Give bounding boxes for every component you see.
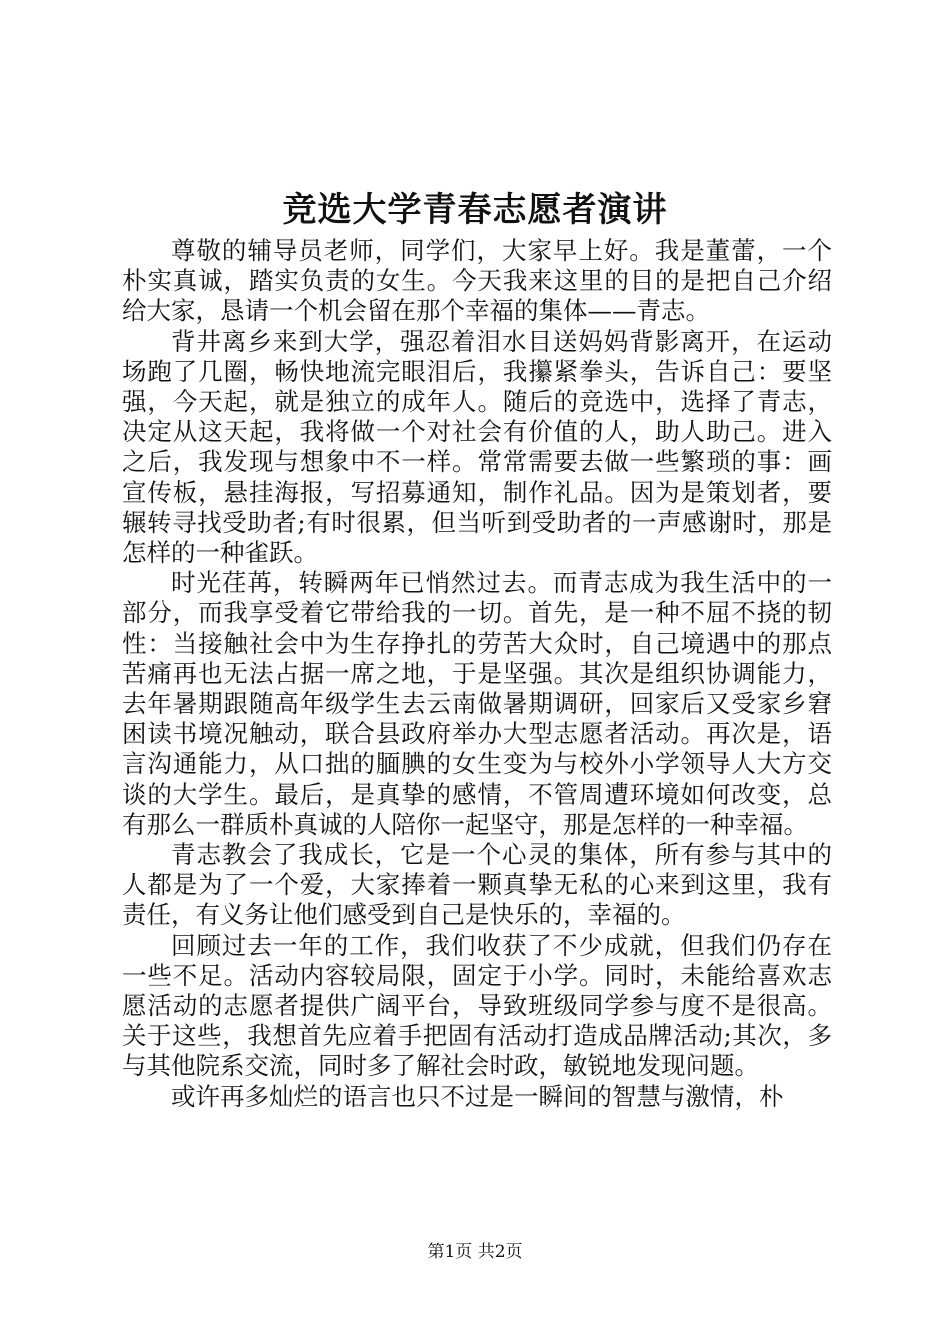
paragraph-2: 背井离乡来到大学，强忍着泪水目送妈妈背影离开，在运动场跑了几圈，畅快地流完眼泪后，我攥紧拳头，告诉自己：要坚强，今天起，就是独立的成年人。随后的竞选中，选择了青志，决定从这天起，我将做一个对社会有价值的人，助人助己。进入之后，我发现与想象中不一样。常常需要去做一些繁琐的事：画宣传板，悬挂海报，写招募通知，制作礼品。因为是策划者，要辗转寻找受助者;有时很累，但当听到受助者的一声感谢时，那是怎样的一种雀跃。	[122, 326, 832, 568]
paragraph-1: 尊敬的辅导员老师，同学们，大家早上好。我是董蕾，一个朴实真诚，踏实负责的女生。今天我来这里的目的是把自己介绍给大家，恳请一个机会留在那个幸福的集体——青志。	[122, 236, 832, 326]
paragraph-5: 回顾过去一年的工作，我们收获了不少成就，但我们仍存在一些不足。活动内容较局限，固定于小学。同时，未能给喜欢志愿活动的志愿者提供广阔平台，导致班级同学参与度不是很高。关于这些，我想首先应着手把固有活动打造成品牌活动;其次，多与其他院系交流，同时多了解社会时政，敏锐地发现问题。	[122, 930, 832, 1081]
paragraph-6: 或许再多灿烂的语言也只不过是一瞬间的智慧与激情，朴	[171, 1081, 784, 1111]
document-title: 竞选大学青春志愿者演讲	[282, 190, 668, 230]
paragraph-3: 时光荏苒，转瞬两年已悄然过去。而青志成为我生活中的一部分，而我享受着它带给我的一切。首先，是一种不屈不挠的韧性：当接触社会中为生存挣扎的劳苦大众时，自己境遇中的那点苦痛再也无法占据一席之地，于是坚强。其次是组织协调能力，去年暑期跟随高年级学生去云南做暑期调研，回家后又受家乡窘困读书境况触动，联合县政府举办大型志愿者活动。再次是，语言沟通能力，从口拙的腼腆的女生变为与校外小学领导人大方交谈的大学生。最后，是真挚的感情，不管周遭环境如何改变，总有那么一群质朴真诚的人陪你一起坚守，那是怎样的一种幸福。	[122, 568, 832, 839]
paragraph-4: 青志教会了我成长，它是一个心灵的集体，所有参与其中的人都是为了一个爱，大家捧着一颗真挚无私的心来到这里，我有责任，有义务让他们感受到自己是快乐的，幸福的。	[122, 840, 832, 930]
document-body	[122, 236, 832, 1112]
page-number-footer: 第1页 共2页	[427, 1242, 523, 1262]
